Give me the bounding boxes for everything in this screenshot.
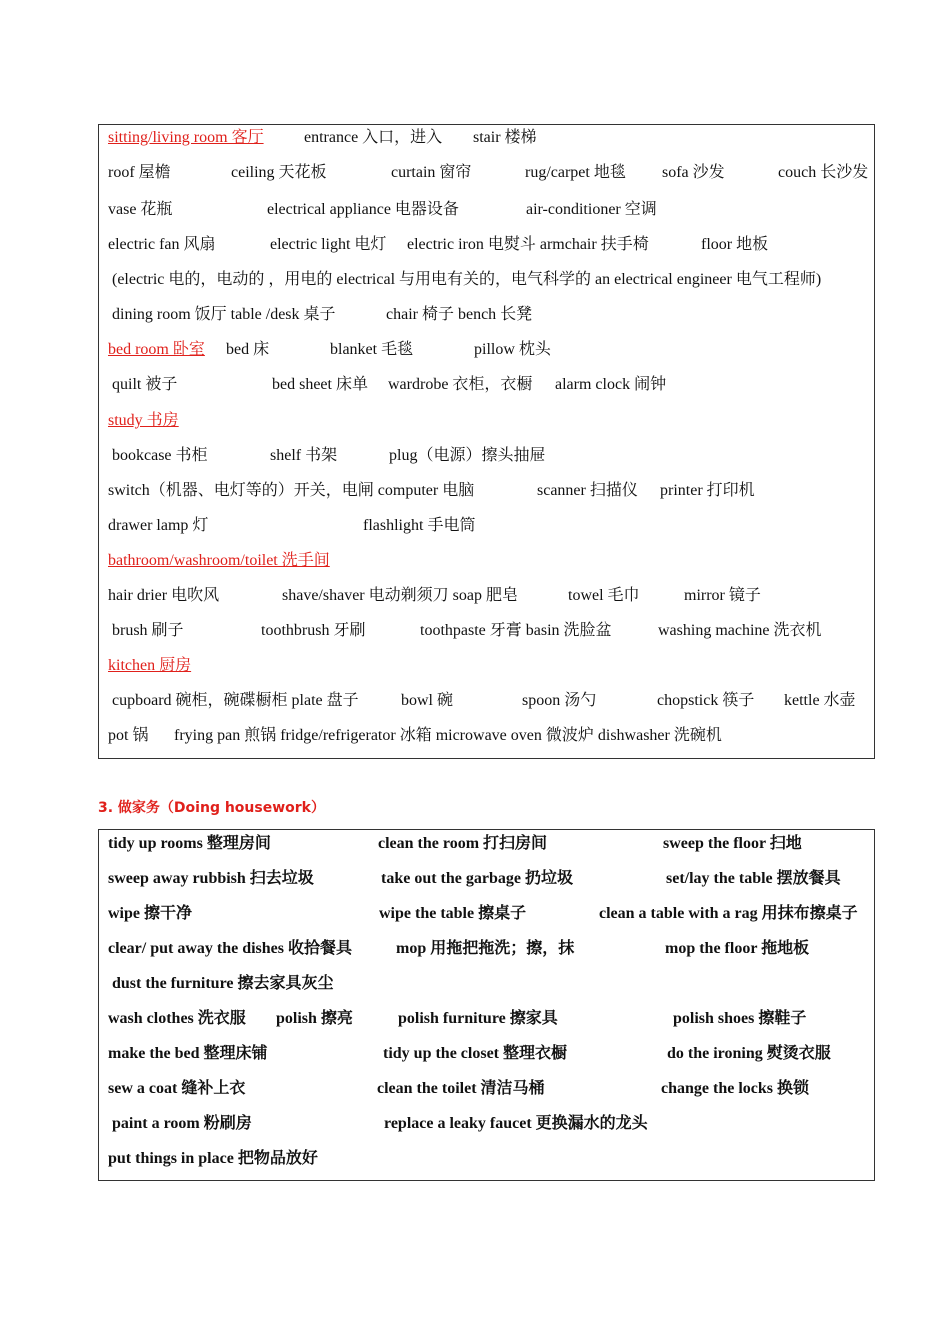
section3-heading: 3. 做家务（Doing housework） [98, 800, 325, 816]
vocab-item: stair 楼梯 [473, 129, 537, 146]
vocab-item: bed 床 [226, 341, 270, 358]
vocab-item: bowl 碗 [401, 692, 454, 709]
vocab-item: rug/carpet 地毯 [525, 164, 626, 181]
vocab-item: switch（机器、电灯等的）开关，电闸 computer 电脑 [108, 482, 475, 499]
housework-item: clean the room 打扫房间 [378, 835, 548, 852]
housework-item: take out the garbage 扔垃圾 [381, 870, 573, 887]
housework-item: tidy up the closet 整理衣橱 [383, 1045, 568, 1062]
vocab-item: hair drier 电吹风 [108, 587, 220, 604]
category-living-room: sitting/living room 客厅 [108, 129, 264, 146]
housework-item: replace a leaky faucet 更换漏水的龙头 [384, 1115, 648, 1132]
category-kitchen: kitchen 厨房 [108, 657, 192, 674]
vocab-item: electric fan 风扇 [108, 236, 216, 253]
vocab-item: toothbrush 牙刷 [261, 622, 366, 639]
vocab-item: spoon 汤勺 [522, 692, 597, 709]
housework-item: clean a table with a rag 用抹布擦桌子 [599, 905, 858, 922]
housework-item: polish furniture 擦家具 [398, 1010, 558, 1027]
vocab-item: dining room 饭厅 table /desk 桌子 [112, 306, 336, 323]
vocab-item: electrical appliance 电器设备 [267, 201, 459, 218]
vocab-item: scanner 扫描仪 [537, 482, 638, 499]
housework-item: sew a coat 缝补上衣 [108, 1080, 246, 1097]
vocab-item: pot 锅 [108, 727, 149, 744]
category-bedroom: bed room 卧室 [108, 341, 205, 358]
vocab-item: quilt 被子 [112, 376, 178, 393]
housework-item: mop 用拖把拖洗；擦，抹 [396, 940, 575, 957]
vocab-item: toothpaste 牙膏 basin 洗脸盆 [420, 622, 612, 639]
vocab-item: roof 屋檐 [108, 164, 171, 181]
category-study: study 书房 [108, 412, 179, 429]
housework-item: wash clothes 洗衣服 [108, 1010, 246, 1027]
vocab-note: (electric 电的，电动的 ，用电的 electrical 与用电有关的，电气科学的 an electrical engineer 电气工程师) [112, 271, 822, 288]
housework-item: put things in place 把物品放好 [108, 1150, 318, 1167]
housework-item: tidy up rooms 整理房间 [108, 835, 271, 852]
vocab-item: couch 长沙发 [778, 164, 869, 181]
vocab-item: sofa 沙发 [662, 164, 725, 181]
vocab-item: kettle 水壶 [784, 692, 856, 709]
vocab-item: alarm clock 闹钟 [555, 376, 667, 393]
vocab-item: pillow 枕头 [474, 341, 551, 358]
vocab-item: washing machine 洗衣机 [658, 622, 822, 639]
vocab-item: plug（电源）擦头抽屉 [389, 447, 546, 464]
vocab-item: electric iron 电熨斗 armchair 扶手椅 [407, 236, 649, 253]
housework-item: sweep the floor 扫地 [663, 835, 802, 852]
vocab-item: bookcase 书柜 [112, 447, 208, 464]
housework-item: make the bed 整理床铺 [108, 1045, 268, 1062]
housework-item: set/lay the table 摆放餐具 [666, 870, 841, 887]
vocab-item: bed sheet 床单 [272, 376, 368, 393]
housework-item: clean the toilet 清洁马桶 [377, 1080, 545, 1097]
vocab-item: drawer lamp 灯 [108, 517, 209, 534]
vocab-item: mirror 镜子 [684, 587, 761, 604]
housework-item: paint a room 粉刷房 [112, 1115, 252, 1132]
housework-item: change the locks 换锁 [661, 1080, 810, 1097]
vocab-item: ceiling 天花板 [231, 164, 327, 181]
vocab-item: entrance 入口，进入 [304, 129, 443, 146]
housework-item: mop the floor 拖地板 [665, 940, 810, 957]
housework-item: do the ironing 熨烫衣服 [667, 1045, 831, 1062]
vocab-item: floor 地板 [701, 236, 769, 253]
vocab-item: chopstick 筷子 [657, 692, 755, 709]
vocab-item: air-conditioner 空调 [526, 201, 657, 218]
vocab-item: blanket 毛毯 [330, 341, 414, 358]
section3-housework-box [98, 829, 875, 1181]
section2-vocab-box [98, 124, 875, 759]
category-bathroom: bathroom/washroom/toilet 洗手间 [108, 552, 330, 569]
vocab-item: printer 打印机 [660, 482, 755, 499]
vocab-item: chair 椅子 bench 长凳 [386, 306, 533, 323]
vocab-item: frying pan 煎锅 fridge/refrigerator 冰箱 microwave oven 微波炉 dishwasher 洗碗机 [174, 727, 722, 744]
vocab-item: towel 毛巾 [568, 587, 640, 604]
housework-item: polish shoes 擦鞋子 [673, 1010, 807, 1027]
vocab-item: shave/shaver 电动剃须刀 soap 肥皂 [282, 587, 518, 604]
housework-item: clear/ put away the dishes 收拾餐具 [108, 940, 353, 957]
housework-item: polish 擦亮 [276, 1010, 353, 1027]
vocab-item: cupboard 碗柜，碗碟橱柜 plate 盘子 [112, 692, 359, 709]
vocab-item: brush 刷子 [112, 622, 184, 639]
housework-item: sweep away rubbish 扫去垃圾 [108, 870, 314, 887]
housework-item: dust the furniture 擦去家具灰尘 [112, 975, 334, 992]
vocab-item: electric light 电灯 [270, 236, 387, 253]
vocab-item: flashlight 手电筒 [363, 517, 476, 534]
vocab-item: shelf 书架 [270, 447, 338, 464]
vocab-item: vase 花瓶 [108, 201, 173, 218]
housework-item: wipe the table 擦桌子 [379, 905, 527, 922]
housework-item: wipe 擦干净 [108, 905, 193, 922]
vocab-item: curtain 窗帘 [391, 164, 472, 181]
vocab-item: wardrobe 衣柜，衣橱 [388, 376, 533, 393]
